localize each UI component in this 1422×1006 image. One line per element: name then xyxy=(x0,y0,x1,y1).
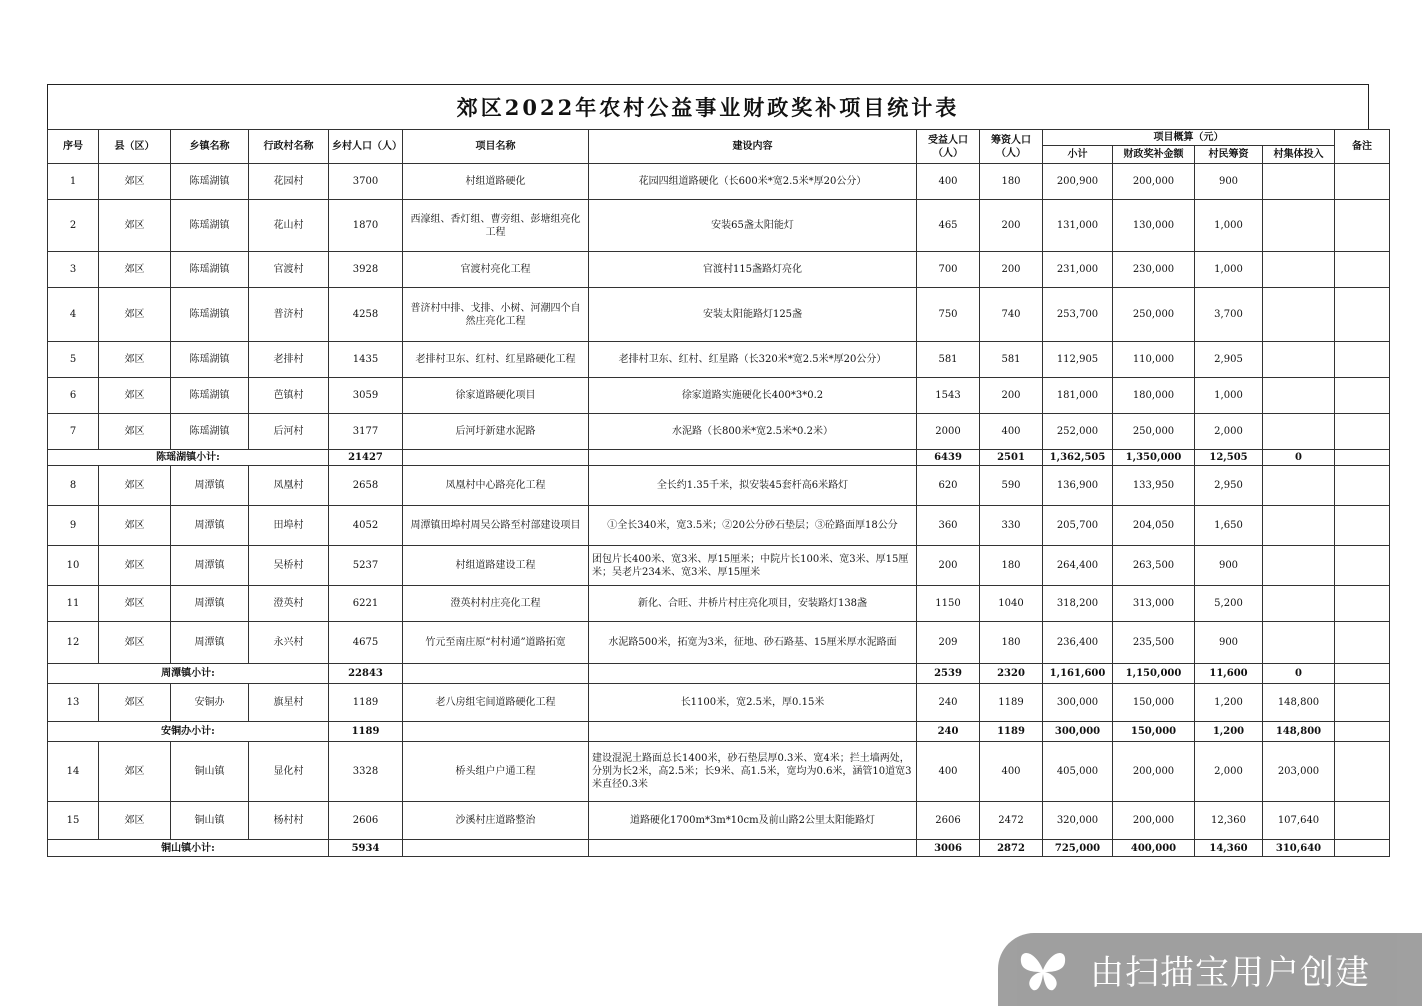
cell-funding-pop: 180 xyxy=(980,164,1043,200)
header-population: 乡村人口（人） xyxy=(329,130,403,164)
cell-funding-pop: 330 xyxy=(980,506,1043,546)
cell-total: 1,161,600 xyxy=(1043,664,1113,684)
table-row xyxy=(48,342,1390,378)
cell-county: 郊区 xyxy=(99,742,171,802)
cell-beneficiary: 240 xyxy=(917,722,980,742)
cell-county: 郊区 xyxy=(99,622,171,664)
cell-town: 铜山镇 xyxy=(171,742,249,802)
cell-total: 236,400 xyxy=(1043,622,1113,664)
cell-villager: 2,950 xyxy=(1195,466,1263,506)
cell-project: 徐家道路硬化项目 xyxy=(403,378,589,414)
cell-collective xyxy=(1263,506,1335,546)
cell-beneficiary: 2000 xyxy=(917,414,980,450)
table-row xyxy=(48,622,1390,664)
cell-project: 村组道路硬化 xyxy=(403,164,589,200)
cell-total: 320,000 xyxy=(1043,802,1113,840)
project-table xyxy=(47,129,1390,857)
cell-town: 陈瑶湖镇 xyxy=(171,164,249,200)
cell-town: 陈瑶湖镇 xyxy=(171,252,249,288)
cell-funding-pop: 1040 xyxy=(980,586,1043,622)
cell-beneficiary: 6439 xyxy=(917,450,980,466)
cell-remark xyxy=(1335,664,1390,684)
cell-population: 1435 xyxy=(329,342,403,378)
cell-total: 252,000 xyxy=(1043,414,1113,450)
cell-seq: 15 xyxy=(48,802,99,840)
scanner-watermark xyxy=(998,933,1422,1006)
cell-seq: 8 xyxy=(48,466,99,506)
cell-content: 安装65盏太阳能灯 xyxy=(589,200,917,252)
table-row xyxy=(48,414,1390,450)
cell-remark xyxy=(1335,342,1390,378)
cell-total: 136,900 xyxy=(1043,466,1113,506)
cell-beneficiary: 465 xyxy=(917,200,980,252)
cell-beneficiary: 1150 xyxy=(917,586,980,622)
header-budget-total: 小计 xyxy=(1043,146,1113,164)
cell-subsidy: 130,000 xyxy=(1113,200,1195,252)
cell-subsidy: 263,500 xyxy=(1113,546,1195,586)
cell-village: 旗星村 xyxy=(249,684,329,722)
cell-villager: 2,905 xyxy=(1195,342,1263,378)
cell-beneficiary: 209 xyxy=(917,622,980,664)
cell-funding-pop: 200 xyxy=(980,378,1043,414)
cell-subsidy: 200,000 xyxy=(1113,802,1195,840)
cell-town: 周潭镇 xyxy=(171,506,249,546)
table-row xyxy=(48,288,1390,342)
cell-remark xyxy=(1335,742,1390,802)
cell-remark xyxy=(1335,546,1390,586)
header-project: 项目名称 xyxy=(403,130,589,164)
cell-population: 3177 xyxy=(329,414,403,450)
cell-beneficiary: 750 xyxy=(917,288,980,342)
cell-county: 郊区 xyxy=(99,342,171,378)
cell-project xyxy=(403,840,589,857)
cell-content: 道路硬化1700m*3m*10cm及前山路2公里太阳能路灯 xyxy=(589,802,917,840)
cell-town: 周潭镇 xyxy=(171,622,249,664)
cell-seq: 4 xyxy=(48,288,99,342)
cell-beneficiary: 2539 xyxy=(917,664,980,684)
cell-seq: 9 xyxy=(48,506,99,546)
cell-villager: 11,600 xyxy=(1195,664,1263,684)
cell-village: 普济村 xyxy=(249,288,329,342)
subtotal-row xyxy=(48,664,1390,684)
cell-content: 建设混泥土路面总长1400米，砂石垫层厚0.3米、宽4米；拦土墙两处，分别为长2米，高2.5米；长9米、高1.5米，宽均为0.6米，涵管10道宽3米直径0.3米 xyxy=(589,742,917,802)
table-row xyxy=(48,802,1390,840)
cell-project: 村组道路建设工程 xyxy=(403,546,589,586)
header-budget-group: 项目概算（元） xyxy=(1043,130,1335,146)
cell-project: 竹元至南庄原“村村通”道路拓宽 xyxy=(403,622,589,664)
cell-funding-pop: 180 xyxy=(980,622,1043,664)
cell-project: 凤凰村中心路亮化工程 xyxy=(403,466,589,506)
cell-county: 郊区 xyxy=(99,506,171,546)
header-content: 建设内容 xyxy=(589,130,917,164)
cell-town: 陈瑶湖镇 xyxy=(171,200,249,252)
cell-content: 新化、合旺、井桥片村庄亮化项目，安装路灯138盏 xyxy=(589,586,917,622)
cell-collective xyxy=(1263,252,1335,288)
cell-town: 周潭镇 xyxy=(171,586,249,622)
table-row xyxy=(48,164,1390,200)
table-row xyxy=(48,506,1390,546)
cell-project: 西濠组、香灯组、曹旁组、彭塘组亮化工程 xyxy=(403,200,589,252)
subtotal-row xyxy=(48,450,1390,466)
cell-total: 725,000 xyxy=(1043,840,1113,857)
cell-remark xyxy=(1335,466,1390,506)
header-seq: 序号 xyxy=(48,130,99,164)
cell-county: 郊区 xyxy=(99,414,171,450)
cell-county: 郊区 xyxy=(99,586,171,622)
cell-village: 后河村 xyxy=(249,414,329,450)
cell-project xyxy=(403,450,589,466)
cell-villager: 1,200 xyxy=(1195,722,1263,742)
cell-county: 郊区 xyxy=(99,546,171,586)
cell-seq: 10 xyxy=(48,546,99,586)
cell-content xyxy=(589,840,917,857)
cell-population: 5934 xyxy=(329,840,403,857)
cell-subsidy: 200,000 xyxy=(1113,742,1195,802)
header-county: 县（区） xyxy=(99,130,171,164)
cell-county: 郊区 xyxy=(99,802,171,840)
cell-county: 郊区 xyxy=(99,684,171,722)
cell-funding-pop: 1189 xyxy=(980,684,1043,722)
cell-funding-pop: 740 xyxy=(980,288,1043,342)
cell-subsidy: 150,000 xyxy=(1113,684,1195,722)
cell-total: 264,400 xyxy=(1043,546,1113,586)
cell-funding-pop: 581 xyxy=(980,342,1043,378)
cell-seq: 2 xyxy=(48,200,99,252)
cell-total: 205,700 xyxy=(1043,506,1113,546)
cell-content: 全长约1.35千米，拟安装45套杆高6米路灯 xyxy=(589,466,917,506)
cell-collective xyxy=(1263,164,1335,200)
cell-villager: 1,000 xyxy=(1195,200,1263,252)
cell-total: 300,000 xyxy=(1043,684,1113,722)
cell-collective: 148,800 xyxy=(1263,722,1335,742)
cell-total: 1,362,505 xyxy=(1043,450,1113,466)
cell-county: 郊区 xyxy=(99,252,171,288)
cell-collective: 310,640 xyxy=(1263,840,1335,857)
cell-seq: 7 xyxy=(48,414,99,450)
cell-villager: 12,505 xyxy=(1195,450,1263,466)
cell-population: 3328 xyxy=(329,742,403,802)
cell-population: 3928 xyxy=(329,252,403,288)
cell-total: 300,000 xyxy=(1043,722,1113,742)
cell-beneficiary: 400 xyxy=(917,164,980,200)
cell-villager: 2,000 xyxy=(1195,414,1263,450)
cell-town: 陈瑶湖镇 xyxy=(171,342,249,378)
cell-funding-pop: 2501 xyxy=(980,450,1043,466)
cell-project: 沙溪村庄道路整治 xyxy=(403,802,589,840)
subtotal-label: 周潭镇小计: xyxy=(48,664,329,684)
cell-population: 4675 xyxy=(329,622,403,664)
cell-subsidy: 313,000 xyxy=(1113,586,1195,622)
table-row xyxy=(48,546,1390,586)
cell-remark xyxy=(1335,802,1390,840)
cell-subsidy: 150,000 xyxy=(1113,722,1195,742)
header-town: 乡镇名称 xyxy=(171,130,249,164)
cell-seq: 5 xyxy=(48,342,99,378)
cell-funding-pop: 400 xyxy=(980,414,1043,450)
cell-subsidy: 250,000 xyxy=(1113,288,1195,342)
cell-town: 周潭镇 xyxy=(171,546,249,586)
cell-villager: 12,360 xyxy=(1195,802,1263,840)
subtotal-label: 陈瑶湖镇小计: xyxy=(48,450,329,466)
header-budget-collective: 村集体投入 xyxy=(1263,146,1335,164)
cell-collective: 203,000 xyxy=(1263,742,1335,802)
cell-subsidy: 180,000 xyxy=(1113,378,1195,414)
cell-content: 徐家道路实施硬化长400*3*0.2 xyxy=(589,378,917,414)
cell-subsidy: 235,500 xyxy=(1113,622,1195,664)
cell-project: 老排村卫东、红村、红星路硬化工程 xyxy=(403,342,589,378)
cell-subsidy: 1,350,000 xyxy=(1113,450,1195,466)
cell-villager: 5,200 xyxy=(1195,586,1263,622)
table-row xyxy=(48,684,1390,722)
cell-village: 老排村 xyxy=(249,342,329,378)
cell-project: 官渡村亮化工程 xyxy=(403,252,589,288)
cell-village: 吴桥村 xyxy=(249,546,329,586)
cell-collective: 0 xyxy=(1263,664,1335,684)
cell-villager: 900 xyxy=(1195,622,1263,664)
cell-villager: 900 xyxy=(1195,546,1263,586)
cell-population: 4052 xyxy=(329,506,403,546)
header-budget-villager: 村民筹资 xyxy=(1195,146,1263,164)
cell-content: 花园四组道路硬化（长600米*宽2.5米*厚20公分） xyxy=(589,164,917,200)
cell-remark xyxy=(1335,164,1390,200)
cell-remark xyxy=(1335,252,1390,288)
cell-content: 官渡村115盏路灯亮化 xyxy=(589,252,917,288)
cell-subsidy: 230,000 xyxy=(1113,252,1195,288)
cell-subsidy: 1,150,000 xyxy=(1113,664,1195,684)
cell-total: 112,905 xyxy=(1043,342,1113,378)
cell-content: 团包片长400米、宽3米、厚15厘米；中院片长100米、宽3米、厚15厘米；吴老片234米、宽3米、厚15厘米 xyxy=(589,546,917,586)
cell-total: 253,700 xyxy=(1043,288,1113,342)
cell-content: 安装太阳能路灯125盏 xyxy=(589,288,917,342)
header-funding-pop: 筹资人口（人） xyxy=(980,130,1043,164)
cell-total: 318,200 xyxy=(1043,586,1113,622)
table-row xyxy=(48,742,1390,802)
cell-content xyxy=(589,664,917,684)
cell-project: 后河圩新建水泥路 xyxy=(403,414,589,450)
cell-collective: 148,800 xyxy=(1263,684,1335,722)
cell-funding-pop: 200 xyxy=(980,200,1043,252)
cell-town: 铜山镇 xyxy=(171,802,249,840)
cell-village: 花园村 xyxy=(249,164,329,200)
cell-villager: 1,000 xyxy=(1195,252,1263,288)
cell-village: 澄英村 xyxy=(249,586,329,622)
cell-remark xyxy=(1335,450,1390,466)
cell-town: 陈瑶湖镇 xyxy=(171,288,249,342)
cell-remark xyxy=(1335,288,1390,342)
cell-beneficiary: 400 xyxy=(917,742,980,802)
cell-villager: 1,650 xyxy=(1195,506,1263,546)
cell-town: 陈瑶湖镇 xyxy=(171,414,249,450)
cell-funding-pop: 2872 xyxy=(980,840,1043,857)
cell-content: 老排村卫东、红村、红星路（长320米*宽2.5米*厚20公分） xyxy=(589,342,917,378)
cell-remark xyxy=(1335,200,1390,252)
cell-remark xyxy=(1335,840,1390,857)
cell-content xyxy=(589,722,917,742)
cell-collective xyxy=(1263,622,1335,664)
cell-villager: 900 xyxy=(1195,164,1263,200)
cell-population: 6221 xyxy=(329,586,403,622)
cell-funding-pop: 1189 xyxy=(980,722,1043,742)
cell-seq: 1 xyxy=(48,164,99,200)
cell-population: 1189 xyxy=(329,684,403,722)
cell-population: 2658 xyxy=(329,466,403,506)
subtotal-label: 安铜办小计: xyxy=(48,722,329,742)
cell-collective xyxy=(1263,466,1335,506)
cell-collective: 0 xyxy=(1263,450,1335,466)
cell-beneficiary: 2606 xyxy=(917,802,980,840)
cell-beneficiary: 3006 xyxy=(917,840,980,857)
cell-funding-pop: 590 xyxy=(980,466,1043,506)
cell-project: 老八房组宅间道路硬化工程 xyxy=(403,684,589,722)
cell-beneficiary: 1543 xyxy=(917,378,980,414)
table-row xyxy=(48,200,1390,252)
cell-village: 永兴村 xyxy=(249,622,329,664)
cell-village: 官渡村 xyxy=(249,252,329,288)
cell-population: 3700 xyxy=(329,164,403,200)
cell-subsidy: 250,000 xyxy=(1113,414,1195,450)
cell-village: 田埠村 xyxy=(249,506,329,546)
cell-subsidy: 400,000 xyxy=(1113,840,1195,857)
cell-content: ①全长340米，宽3.5米；②20公分砂石垫层；③砼路面厚18公分 xyxy=(589,506,917,546)
cell-funding-pop: 2472 xyxy=(980,802,1043,840)
cell-total: 131,000 xyxy=(1043,200,1113,252)
cell-village: 芭镇村 xyxy=(249,378,329,414)
cell-total: 405,000 xyxy=(1043,742,1113,802)
cell-funding-pop: 200 xyxy=(980,252,1043,288)
cell-village: 凤凰村 xyxy=(249,466,329,506)
header-beneficiary: 受益人口（人） xyxy=(917,130,980,164)
cell-seq: 12 xyxy=(48,622,99,664)
cell-seq: 6 xyxy=(48,378,99,414)
cell-total: 200,900 xyxy=(1043,164,1113,200)
header-village: 行政村名称 xyxy=(249,130,329,164)
table-row xyxy=(48,378,1390,414)
subtotal-row xyxy=(48,840,1390,857)
cell-beneficiary: 581 xyxy=(917,342,980,378)
cell-project: 澄英村村庄亮化工程 xyxy=(403,586,589,622)
cell-collective xyxy=(1263,342,1335,378)
cell-subsidy: 110,000 xyxy=(1113,342,1195,378)
cell-county: 郊区 xyxy=(99,378,171,414)
cell-total: 181,000 xyxy=(1043,378,1113,414)
cell-county: 郊区 xyxy=(99,466,171,506)
cell-village: 杨村村 xyxy=(249,802,329,840)
cell-seq: 14 xyxy=(48,742,99,802)
header-budget-subsidy: 财政奖补金额 xyxy=(1113,146,1195,164)
cell-project xyxy=(403,664,589,684)
cell-content: 水泥路500米，拓宽为3米，征地、砂石路基、15厘米厚水泥路面 xyxy=(589,622,917,664)
document xyxy=(47,84,1372,857)
cell-beneficiary: 620 xyxy=(917,466,980,506)
subtotal-row xyxy=(48,722,1390,742)
cell-project: 普济村中排、戈排、小树、河潮四个自然庄亮化工程 xyxy=(403,288,589,342)
cell-collective: 107,640 xyxy=(1263,802,1335,840)
cell-village: 显化村 xyxy=(249,742,329,802)
title-box xyxy=(47,84,1369,129)
cell-villager: 14,360 xyxy=(1195,840,1263,857)
cell-funding-pop: 180 xyxy=(980,546,1043,586)
cell-remark xyxy=(1335,378,1390,414)
cell-villager: 3,700 xyxy=(1195,288,1263,342)
cell-population: 1189 xyxy=(329,722,403,742)
cell-collective xyxy=(1263,546,1335,586)
cell-remark xyxy=(1335,684,1390,722)
cell-content: 水泥路（长800米*宽2.5米*0.2米） xyxy=(589,414,917,450)
cell-subsidy: 133,950 xyxy=(1113,466,1195,506)
butterfly-icon xyxy=(1012,939,1074,1001)
cell-county: 郊区 xyxy=(99,288,171,342)
table-row xyxy=(48,252,1390,288)
cell-population: 1870 xyxy=(329,200,403,252)
cell-town: 周潭镇 xyxy=(171,466,249,506)
cell-population: 21427 xyxy=(329,450,403,466)
cell-population: 2606 xyxy=(329,802,403,840)
cell-funding-pop: 2320 xyxy=(980,664,1043,684)
table-row xyxy=(48,586,1390,622)
cell-content xyxy=(589,450,917,466)
cell-collective xyxy=(1263,586,1335,622)
cell-project: 周潭镇田埠村周吴公路至村部建设项目 xyxy=(403,506,589,546)
table-row xyxy=(48,466,1390,506)
cell-content: 长1100米，宽2.5米，厚0.15米 xyxy=(589,684,917,722)
cell-funding-pop: 400 xyxy=(980,742,1043,802)
cell-subsidy: 204,050 xyxy=(1113,506,1195,546)
cell-county: 郊区 xyxy=(99,164,171,200)
cell-subsidy: 200,000 xyxy=(1113,164,1195,200)
cell-project xyxy=(403,722,589,742)
cell-village: 花山村 xyxy=(249,200,329,252)
cell-beneficiary: 200 xyxy=(917,546,980,586)
cell-remark xyxy=(1335,506,1390,546)
cell-villager: 1,000 xyxy=(1195,378,1263,414)
cell-villager: 1,200 xyxy=(1195,684,1263,722)
page-title: 郊区2022年农村公益事业财政奖补项目统计表 xyxy=(456,95,960,120)
cell-beneficiary: 360 xyxy=(917,506,980,546)
cell-beneficiary: 700 xyxy=(917,252,980,288)
cell-project: 桥头组户户通工程 xyxy=(403,742,589,802)
cell-remark xyxy=(1335,722,1390,742)
cell-seq: 3 xyxy=(48,252,99,288)
cell-collective xyxy=(1263,288,1335,342)
watermark-text: 由扫描宝用户创建 xyxy=(1090,953,1370,993)
cell-seq: 11 xyxy=(48,586,99,622)
header-remark: 备注 xyxy=(1335,130,1390,164)
cell-seq: 13 xyxy=(48,684,99,722)
cell-population: 4258 xyxy=(329,288,403,342)
cell-remark xyxy=(1335,622,1390,664)
cell-remark xyxy=(1335,414,1390,450)
table-body xyxy=(48,164,1390,857)
cell-population: 22843 xyxy=(329,664,403,684)
cell-remark xyxy=(1335,586,1390,622)
cell-county: 郊区 xyxy=(99,200,171,252)
cell-town: 安铜办 xyxy=(171,684,249,722)
cell-town: 陈瑶湖镇 xyxy=(171,378,249,414)
subtotal-label: 铜山镇小计: xyxy=(48,840,329,857)
cell-total: 231,000 xyxy=(1043,252,1113,288)
cell-collective xyxy=(1263,414,1335,450)
cell-population: 3059 xyxy=(329,378,403,414)
cell-beneficiary: 240 xyxy=(917,684,980,722)
cell-collective xyxy=(1263,378,1335,414)
cell-population: 5237 xyxy=(329,546,403,586)
cell-villager: 2,000 xyxy=(1195,742,1263,802)
cell-collective xyxy=(1263,200,1335,252)
